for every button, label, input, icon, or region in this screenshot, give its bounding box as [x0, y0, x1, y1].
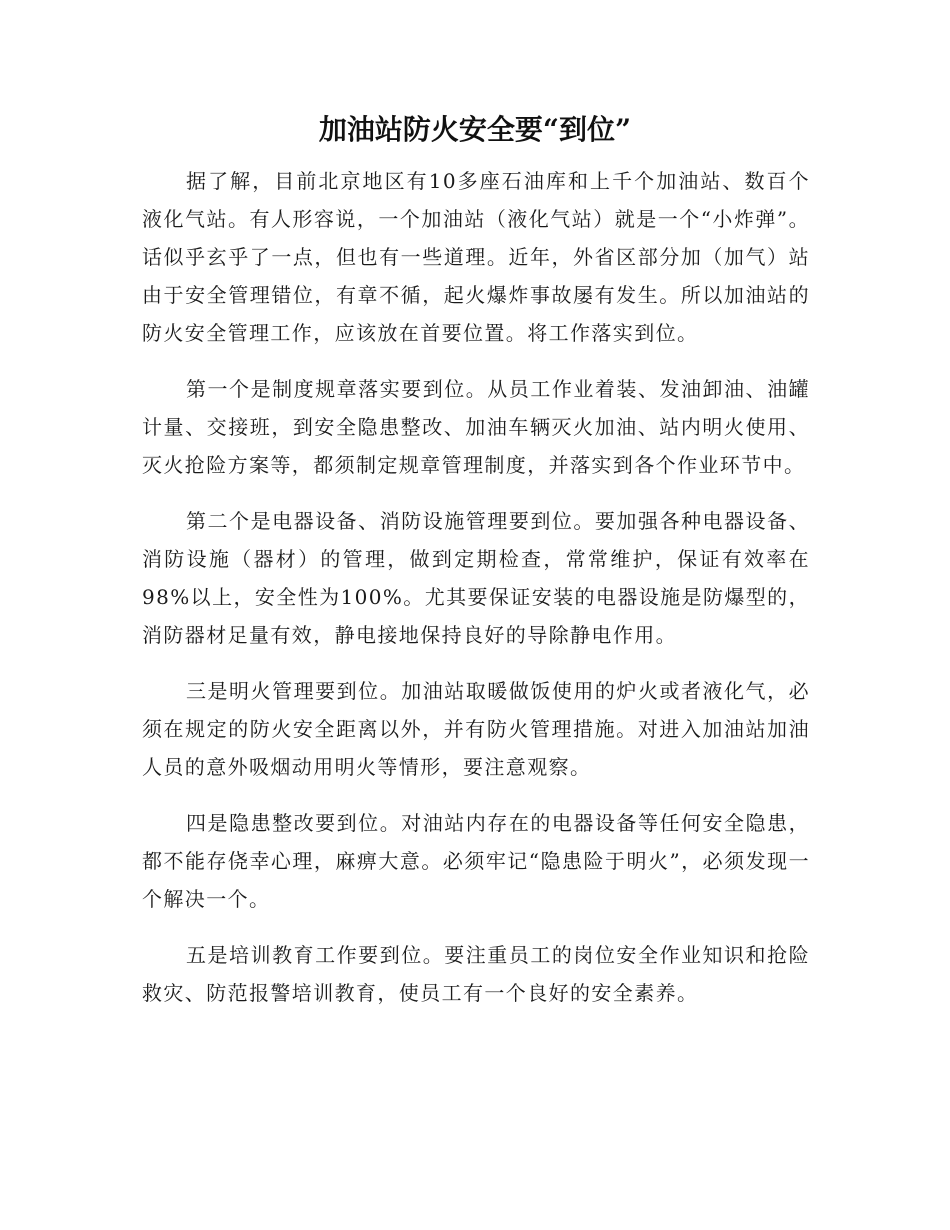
paragraph-intro: 据了解，目前北京地区有10多座石油库和上千个加油站、数百个液化气站。有人形容说，一个加油站（液化气站）就是一个“小炸弹”。话似乎玄乎了一点，但也有一些道理。近年，外省区部分加（加气）站由于安全管理错位，有章不循，起火爆炸事故屡有发生。所以加油站的防火安全管理工作，应该放在首要位置。将工作落实到位。	[142, 169, 810, 345]
paragraph-open-flame: 三是明火管理要到位。加油站取暖做饭使用的炉火或者液化气，必须在规定的防火安全距离以外，并有防火管理措施。对进入加油站加油人员的意外吸烟动用明火等情形，要注意观察。	[142, 679, 810, 779]
paragraph-regulations: 第一个是制度规章落实要到位。从员工作业着装、发油卸油、油罐计量、交接班，到安全隐患整改、加油车辆灭火加油、站内明火使用、灭火抢险方案等，都须制定规章管理制度，并落实到各个作业环节中。	[142, 377, 810, 477]
document-body	[142, 162, 810, 1030]
paragraph-equipment: 第二个是电器设备、消防设施管理要到位。要加强各种电器设备、消防设施（器材）的管理，做到定期检查，常常维护，保证有效率在98%以上，安全性为100%。尤其要保证安装的电器设施是防爆型的，消防器材足量有效，静电接地保持良好的导除静电作用。	[142, 509, 810, 647]
paragraph-training: 五是培训教育工作要到位。要注重员工的岗位安全作业知识和抢险救灾、防范报警培训教育，使员工有一个良好的安全素养。	[142, 943, 810, 1005]
paragraph-hazards: 四是隐患整改要到位。对油站内存在的电器设备等任何安全隐患，都不能存侥幸心理，麻痹大意。必须牢记“隐患险于明火”，必须发现一个解决一个。	[142, 811, 810, 911]
page-title: 加油站防火安全要“到位”	[318, 113, 632, 146]
